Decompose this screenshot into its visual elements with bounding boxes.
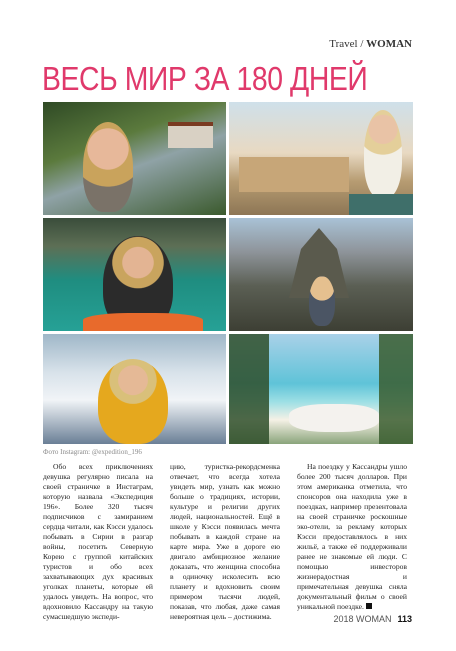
photo-temple-overlook bbox=[229, 102, 413, 215]
section-label: Travel bbox=[329, 38, 358, 50]
traveler-figure bbox=[289, 404, 379, 432]
photo-bhutan-monastery bbox=[43, 102, 226, 215]
end-of-article-mark bbox=[366, 603, 372, 609]
section-separator: / bbox=[360, 38, 364, 50]
photo-angkor-wat bbox=[229, 218, 413, 331]
traveler-figure bbox=[98, 359, 168, 444]
kayak-shape bbox=[83, 313, 203, 331]
column-text: Обо всех приключениях девушка регулярно писала на своей страничке в Инстаграм, которую назвала «Экспедиция 196». Более 320 тысяч подписчиков с замиранием сердца читали, как Кэсси удалось побывать в Сирии в разгар войны, посетить Северную Корею с группой китайских туристов и обо всех захватывающих дух красивых уголках планеты, которые ей удалось увидеть. На вопрос, что вдохновило Кассандру на такую сумасшедшую экспеди- bbox=[43, 462, 153, 621]
photo-beach bbox=[229, 334, 413, 444]
article-column-2 bbox=[170, 462, 280, 622]
traveler-figure bbox=[83, 122, 133, 212]
column-text: цию, туристка-рекордсменка отвечает, что всегда хотела увидеть мир, узнать как можно больше о традициях, истории, культуре и религии других людей, национальностей. Ещё в школе у Кэсси появилась мечта побывать в каждой стране на карте мира. Уже в дороге ею двигало амбициозное желание доказать, что женщина способна в одиночку исколесить всю планету и вдохновить своим примером тысячи людей, показав, что любая, даже самая невероятная цель – достижима. bbox=[170, 462, 280, 621]
temple-shape bbox=[239, 157, 349, 192]
traveler-figure bbox=[364, 110, 402, 198]
magazine-label: WOMAN bbox=[366, 38, 412, 50]
photo-credit: Фото Instagram: @expedition_196 bbox=[43, 448, 142, 456]
column-text: На поездку у Кассандры ушло более 200 тысяч долларов. При этом американка отметила, что спонсоров она находила уже в поездках, например презентовала на своей страничке роскошные эко-отели, за рекламу которых Кэсси предоставлялось в них жильё, а также её поддерживали ранее не знакомые ей люди. С помощью инвесторов жизнерадостная и примечательная девушка сняла документальный фильм о своей уникальной поездке. bbox=[297, 462, 407, 611]
traveler-figure bbox=[309, 276, 335, 326]
photo-kayak-lake bbox=[43, 218, 226, 331]
palm-frond bbox=[379, 334, 413, 444]
page-footer bbox=[333, 614, 412, 624]
article-headline: ВЕСЬ МИР ЗА 180 ДНЕЙ bbox=[42, 60, 368, 97]
article-column-1 bbox=[43, 462, 153, 622]
monastery-shape bbox=[168, 122, 213, 148]
page-number: 113 bbox=[397, 614, 412, 624]
article-column-3 bbox=[297, 462, 407, 612]
palm-frond bbox=[229, 334, 269, 444]
issue-label: 2018 WOMAN bbox=[333, 614, 392, 624]
section-tag bbox=[329, 38, 412, 50]
rug-shape bbox=[349, 194, 413, 215]
photo-glacier bbox=[43, 334, 226, 444]
